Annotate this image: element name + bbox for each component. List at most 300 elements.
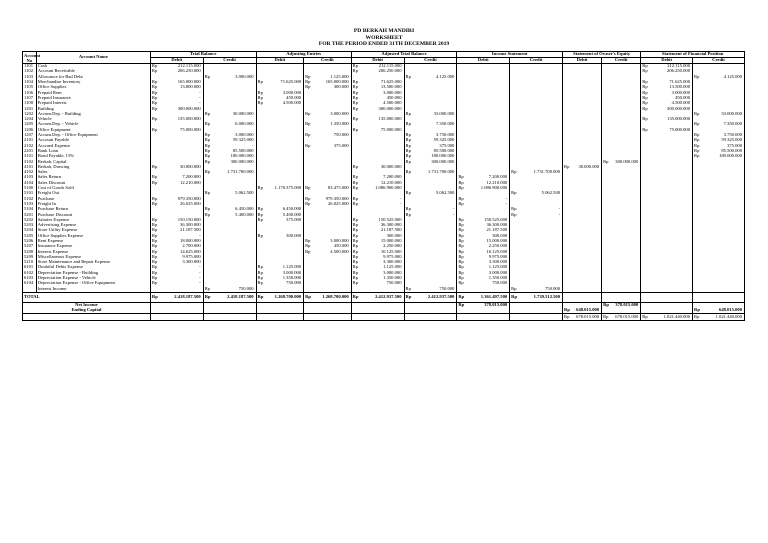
amount-cell: 165.000.000 — [160, 80, 203, 85]
amount-cell: 3.000.000 — [313, 112, 351, 117]
account-number: 6101 — [23, 265, 37, 270]
account-number: 4102 — [23, 170, 37, 175]
account-number: 5203 — [23, 223, 37, 228]
account-name: Sales Discount — [36, 181, 150, 186]
amount-cell: - — [466, 196, 509, 201]
currency-symbol: Rp — [510, 292, 520, 302]
currency-symbol: Rp — [256, 292, 266, 302]
amount-cell: 26.025.000 — [313, 202, 351, 207]
amount-cell: 1.731.700.000 — [414, 170, 457, 175]
account-name: Accum.Dep. - Office Equipment — [36, 133, 150, 138]
amount-cell: - — [361, 202, 404, 207]
currency-symbol: Rp — [510, 170, 520, 175]
currency-symbol: Rp — [150, 276, 160, 281]
amount-cell: 7.350.000 — [702, 122, 744, 127]
credit-header: Credit — [602, 58, 641, 64]
account-number: 5201 — [23, 212, 37, 217]
credit-header: Credit — [693, 58, 745, 64]
account-name: Vehicle — [36, 117, 150, 122]
ending-capital-row-label: Ending Capital — [23, 308, 151, 314]
debit-header: Debit — [351, 58, 404, 64]
currency-symbol: Rp — [457, 223, 467, 228]
document-title: WORKSHEET — [365, 34, 403, 41]
amount-cell — [266, 314, 304, 320]
account-number: 1107 — [23, 96, 37, 101]
currency-symbol: Rp — [304, 85, 314, 90]
amount-cell: 135.000.000 — [361, 117, 404, 122]
account-number: 6102 — [23, 271, 37, 276]
amount-cell: 300.000 — [361, 234, 404, 239]
currency-symbol: Rp — [404, 149, 414, 154]
worksheet-header — [0, 28, 768, 48]
currency-symbol: Rp — [150, 90, 160, 95]
account-name: Freight Out — [36, 191, 150, 196]
account-name: Sales — [36, 170, 150, 175]
currency-symbol: Rp — [641, 64, 651, 70]
currency-symbol: Rp — [351, 69, 361, 74]
amount-cell: 7.200.000 — [466, 175, 509, 180]
currency-symbol: Rp — [150, 218, 160, 223]
account-name: Depreciation Expense - Office Equipment — [36, 281, 150, 286]
credit-header: Credit — [203, 58, 256, 64]
amount-cell: 12.210.000 — [361, 181, 404, 186]
currency-symbol: Rp — [203, 286, 213, 292]
currency-symbol: Rp — [150, 281, 160, 286]
amount-cell: - — [160, 281, 203, 286]
amount-cell: 1.731.700.000 — [519, 170, 562, 175]
currency-symbol: Rp — [203, 154, 213, 159]
currency-symbol: Rp — [693, 314, 703, 320]
account-name: Prepaid Interest — [36, 101, 150, 106]
currency-symbol: Rp — [150, 223, 160, 228]
currency-symbol: Rp — [203, 292, 213, 302]
currency-symbol: Rp — [351, 260, 361, 265]
amount-cell: 2.700.000 — [160, 244, 203, 249]
amount-cell: 30.000.000 — [361, 165, 404, 170]
currency-symbol: Rp — [693, 308, 703, 314]
amount-cell — [572, 292, 602, 302]
currency-symbol: Rp — [304, 75, 314, 80]
currency-symbol: Rp — [150, 271, 160, 276]
amount-cell: 300.000.000 — [213, 159, 256, 164]
amount-cell: 3.000.000 — [213, 75, 256, 80]
currency-symbol: Rp — [641, 96, 651, 101]
account-number: 5206 — [23, 239, 37, 244]
currency-symbol: Rp — [150, 292, 160, 302]
account-number: 6103 — [23, 276, 37, 281]
account-number: 1206 — [23, 128, 37, 133]
group-header-adjusting-entries: Adjusting Entries — [256, 52, 351, 58]
amount-cell: 212.115.000 — [160, 64, 203, 70]
currency-symbol: Rp — [457, 249, 467, 254]
amount-cell: 33.000.000 — [414, 112, 457, 117]
amount-cell: 3.750.000 — [702, 133, 744, 138]
currency-symbol: Rp — [602, 314, 612, 320]
amount-cell: 750.000 — [466, 281, 509, 286]
currency-symbol: Rp — [351, 292, 361, 302]
currency-symbol: Rp — [203, 170, 213, 175]
account-number: 2102 — [23, 143, 37, 148]
currency-symbol: Rp — [256, 265, 266, 270]
amount-cell: 206.250.000 — [650, 69, 692, 74]
currency-symbol: Rp — [351, 175, 361, 180]
amount-cell: 83.475.000 — [313, 186, 351, 191]
amount-cell — [466, 314, 509, 320]
debit-header: Debit — [457, 58, 510, 64]
currency-symbol: Rp — [457, 276, 467, 281]
amount-cell: 75.000.000 — [650, 128, 692, 133]
amount-cell: 3.000.000 — [466, 271, 509, 276]
amount-cell: - — [213, 143, 256, 148]
amount-cell: 165.000.000 — [313, 80, 351, 85]
currency-symbol: Rp — [693, 122, 703, 127]
amount-cell: 59.325.000 — [414, 138, 457, 143]
currency-symbol: Rp — [693, 133, 703, 138]
currency-symbol: Rp — [351, 244, 361, 249]
amount-cell: 300.000.000 — [650, 106, 692, 111]
currency-symbol: Rp — [404, 207, 414, 212]
amount-cell: 135.000.000 — [160, 117, 203, 122]
amount-cell: 300.000 — [466, 234, 509, 239]
account-name: Building — [36, 106, 150, 111]
company-name: PD BERKAH MANDIRI — [353, 28, 415, 34]
debit-header: Debit — [641, 58, 693, 64]
amount-cell: 750.000 — [313, 133, 351, 138]
account-number: 1105 — [23, 85, 37, 90]
amount-cell: 750.000 — [519, 286, 562, 292]
amount-cell: 3.300.000 — [466, 260, 509, 265]
amount-cell: 2.418.187.500 — [160, 292, 203, 302]
amount-cell: 2.412.937.500 — [414, 292, 457, 302]
currency-symbol: Rp — [404, 122, 414, 127]
currency-symbol: Rp — [693, 149, 703, 154]
currency-symbol: Rp — [641, 90, 651, 95]
currency-symbol: Rp — [563, 165, 573, 170]
currency-symbol: Rp — [304, 122, 314, 127]
amount-cell: 13.500.000 — [361, 85, 404, 90]
amount-cell: 1.125.000 — [313, 75, 351, 80]
currency-symbol: Rp — [150, 128, 160, 133]
currency-symbol: Rp — [304, 112, 314, 117]
amount-cell: 300.000.000 — [414, 159, 457, 164]
amount-cell: 375.000 — [313, 143, 351, 148]
account-number: 4101 — [23, 165, 37, 170]
amount-cell: 1.361.497.500 — [466, 292, 509, 302]
amount-cell: - — [160, 271, 203, 276]
currency-symbol: Rp — [203, 122, 213, 127]
currency-symbol: Rp — [351, 186, 361, 191]
amount-cell: 206.250.000 — [160, 69, 203, 74]
currency-symbol: Rp — [457, 281, 467, 286]
amount-cell: 300.000.000 — [611, 159, 641, 164]
amount-cell — [702, 292, 744, 302]
account-name: Insurance Expense — [36, 244, 150, 249]
currency-symbol: Rp — [351, 218, 361, 223]
amount-cell: 4.125.000 — [702, 75, 744, 80]
amount-cell: 6.450.000 — [213, 207, 256, 212]
currency-symbol: Rp — [351, 165, 361, 170]
account-name: Store Utility Expense — [36, 228, 150, 233]
currency-symbol: Rp — [404, 292, 414, 302]
currency-symbol: Rp — [150, 234, 160, 239]
currency-symbol: Rp — [457, 292, 467, 302]
account-number: 1201 — [23, 106, 37, 111]
currency-symbol: Rp — [256, 207, 266, 212]
amount-cell: 4.500.000 — [266, 101, 304, 106]
currency-symbol: Rp — [510, 191, 520, 196]
group-header-adjusted-trial-balance: Adjusted Trial Balance — [351, 52, 457, 58]
currency-symbol: Rp — [457, 181, 467, 186]
amount-cell: 3.300.000 — [361, 260, 404, 265]
currency-symbol — [404, 314, 414, 320]
debit-header: Debit — [563, 58, 602, 64]
currency-symbol: Rp — [404, 112, 414, 117]
currency-symbol: Rp — [256, 80, 266, 85]
amount-cell: 3.000.000 — [266, 90, 304, 95]
amount-cell: 375.000 — [266, 218, 304, 223]
amount-cell: 3.000.000 — [266, 271, 304, 276]
account-number: 5205 — [23, 234, 37, 239]
currency-symbol: Rp — [404, 75, 414, 80]
account-name: Bank Loan — [36, 149, 150, 154]
amount-cell: 1.125.000 — [361, 265, 404, 270]
currency-symbol: Rp — [641, 80, 651, 85]
currency-symbol: Rp — [404, 159, 414, 164]
amount-cell: 9.975.000 — [466, 255, 509, 260]
amount-cell: 1.268.700.000 — [313, 292, 351, 302]
account-name: Accrued Expense — [36, 143, 150, 148]
amount-cell: 1.350.000 — [466, 276, 509, 281]
amount-cell: 5.400.000 — [266, 212, 304, 217]
account-name: Doubtful Debts Expense — [36, 265, 150, 270]
amount-cell: 36.300.000 — [466, 223, 509, 228]
amount-cell: 12.210.000 — [466, 181, 509, 186]
currency-symbol: Rp — [641, 101, 651, 106]
amount-cell — [361, 314, 404, 320]
currency-symbol — [150, 314, 160, 320]
currency-symbol: Rp — [203, 133, 213, 138]
account-name: Bond Payable, 15% — [36, 154, 150, 159]
amount-cell: 1.268.700.000 — [266, 292, 304, 302]
account-number: 4104 — [23, 181, 37, 186]
amount-cell: 375.000 — [414, 143, 457, 148]
currency-symbol: Rp — [150, 260, 160, 265]
account-number: 5102 — [23, 196, 37, 201]
amount-cell: 678.015.000 — [611, 314, 641, 320]
currency-symbol: Rp — [641, 85, 651, 90]
account-number: 3101 — [23, 154, 37, 159]
currency-symbol — [563, 292, 573, 302]
account-name: Allowance for Bad Debt — [36, 75, 150, 80]
account-name: Depreciation Expense - Building — [36, 271, 150, 276]
amount-cell: 10.125.000 — [466, 249, 509, 254]
account-number: 5103 — [23, 202, 37, 207]
amount-cell: 75.000.000 — [160, 128, 203, 133]
account-number: 2201 — [23, 149, 37, 154]
account-name: Office Equipment — [36, 128, 150, 133]
amount-cell: 6.000.000 — [213, 122, 256, 127]
amount-cell: 206.250.000 — [361, 69, 404, 74]
amount-cell: 30.000.000 — [213, 112, 256, 117]
currency-symbol — [602, 292, 612, 302]
account-name: Miscellaneous Expense — [36, 255, 150, 260]
balance-row — [23, 314, 745, 320]
group-header-income-statement: Income Statement — [457, 52, 563, 58]
amount-cell: 3.300.000 — [160, 260, 203, 265]
currency-symbol — [304, 314, 314, 320]
currency-symbol: Rp — [203, 112, 213, 117]
period-title: FOR THE PERIOD ENDED 31TH DECEMBER 2019 — [318, 41, 450, 48]
currency-symbol: Rp — [457, 271, 467, 276]
currency-symbol: Rp — [150, 202, 160, 207]
amount-cell — [650, 292, 692, 302]
currency-symbol: Rp — [457, 234, 467, 239]
amount-cell: 71.625.000 — [650, 80, 692, 85]
account-number: 5204 — [23, 228, 37, 233]
currency-symbol: Rp — [150, 117, 160, 122]
currency-symbol: Rp — [351, 80, 361, 85]
currency-symbol: Rp — [404, 133, 414, 138]
group-header-trial-balance: Trial Balance — [150, 52, 256, 58]
amount-cell: 300.000.000 — [160, 106, 203, 111]
currency-symbol: Rp — [457, 265, 467, 270]
currency-symbol — [457, 314, 467, 320]
amount-cell: 59.325.000 — [213, 138, 256, 143]
amount-cell: 21.187.500 — [160, 228, 203, 233]
currency-symbol — [203, 314, 213, 320]
amount-cell: 59.325.000 — [702, 138, 744, 143]
amount-cell: 150.150.000 — [160, 218, 203, 223]
account-name: Salaries Expense — [36, 218, 150, 223]
amount-cell: 12.210.000 — [160, 181, 203, 186]
account-number: 1205 — [23, 122, 37, 127]
currency-symbol: Rp — [256, 276, 266, 281]
account-name: Prepaid Insurance — [36, 96, 150, 101]
amount-cell: 180.000.000 — [414, 154, 457, 159]
amount-cell: - — [466, 202, 509, 207]
amount-cell: 2.418.187.500 — [213, 292, 256, 302]
currency-symbol: Rp — [150, 265, 160, 270]
amount-cell: 13.800.000 — [160, 85, 203, 90]
currency-symbol: Rp — [404, 191, 414, 196]
account-number: 5207 — [23, 244, 37, 249]
group-header-owners-equity: Statement of Owner's Equity — [563, 52, 641, 58]
currency-symbol: Rp — [351, 239, 361, 244]
currency-symbol — [510, 314, 520, 320]
currency-symbol: Rp — [351, 196, 361, 201]
account-name: Advertising Expense — [36, 223, 150, 228]
currency-symbol: Rp — [150, 196, 160, 201]
amount-cell: - — [160, 276, 203, 281]
total-row-label: TOTAL — [23, 292, 151, 302]
account-number: 5210 — [23, 260, 37, 265]
currency-symbol: Rp — [304, 133, 314, 138]
amount-cell: 1.739.512.500 — [519, 292, 562, 302]
account-name: Sales Return — [36, 175, 150, 180]
account-name: Office Supplies Expense — [36, 234, 150, 239]
amount-cell: - — [361, 196, 404, 201]
currency-symbol: Rp — [351, 228, 361, 233]
amount-cell: 450.000 — [650, 96, 692, 101]
currency-symbol: Rp — [150, 96, 160, 101]
currency-symbol: Rp — [351, 96, 361, 101]
currency-symbol: Rp — [256, 218, 266, 223]
currency-symbol: Rp — [457, 239, 467, 244]
amount-cell: 180.000.000 — [702, 154, 744, 159]
amount-cell: 3.000.000 — [650, 90, 692, 95]
amount-cell: 71.625.000 — [361, 80, 404, 85]
account-number: 5208 — [23, 249, 37, 254]
currency-symbol: Rp — [351, 90, 361, 95]
currency-symbol: Rp — [563, 308, 573, 314]
amount-cell: 300.000 — [313, 85, 351, 90]
amount-cell: 3.000.000 — [361, 271, 404, 276]
currency-symbol: Rp — [457, 260, 467, 265]
account-number: 2101 — [23, 138, 37, 143]
amount-cell: 150.525.000 — [361, 218, 404, 223]
amount-cell: 378.015.000 — [466, 302, 509, 308]
currency-symbol: Rp — [457, 244, 467, 249]
currency-symbol: Rp — [641, 128, 651, 133]
currency-symbol: Rp — [457, 255, 467, 260]
amount-cell: 1.021.440.000 — [702, 314, 744, 320]
amount-cell: 1.125.000 — [266, 265, 304, 270]
currency-symbol: Rp — [457, 228, 467, 233]
amount-cell: - — [160, 96, 203, 101]
balance-row-label — [23, 314, 151, 320]
currency-symbol: Rp — [351, 265, 361, 270]
currency-symbol: Rp — [641, 314, 651, 320]
debit-header: Debit — [150, 58, 203, 64]
amount-cell: 85.500.000 — [213, 149, 256, 154]
account-name: Purchase Discount — [36, 212, 150, 217]
amount-cell: 450.000 — [266, 96, 304, 101]
amount-cell: 2.250.000 — [466, 244, 509, 249]
account-number: 1106 — [23, 90, 37, 95]
currency-symbol: Rp — [404, 170, 414, 175]
amount-cell: 4.125.000 — [414, 75, 457, 80]
currency-symbol: Rp — [693, 154, 703, 159]
amount-cell: 85.500.000 — [414, 149, 457, 154]
account-name: Account Payable — [36, 138, 150, 143]
credit-header: Credit — [404, 58, 457, 64]
account-name: Purchase — [36, 196, 150, 201]
currency-symbol: Rp — [150, 175, 160, 180]
amount-cell: 85.500.000 — [702, 149, 744, 154]
currency-symbol: Rp — [150, 181, 160, 186]
amount-cell: 18.000.000 — [160, 239, 203, 244]
account-name: Account Receivable — [36, 69, 150, 74]
amount-cell: 300.000.000 — [361, 106, 404, 111]
currency-symbol: Rp — [510, 212, 520, 217]
amount-cell: 5.062.500 — [519, 191, 562, 196]
currency-symbol: Rp — [256, 186, 266, 191]
amount-cell: 2.412.937.500 — [361, 292, 404, 302]
worksheet-table — [22, 51, 745, 321]
total-row — [23, 292, 745, 302]
account-number: 3102 — [23, 159, 37, 164]
currency-symbol: Rp — [150, 106, 160, 111]
credit-header: Credit — [304, 58, 352, 64]
currency-symbol: Rp — [150, 69, 160, 74]
currency-symbol: Rp — [150, 244, 160, 249]
amount-cell: 180.000.000 — [213, 154, 256, 159]
amount-cell: 648.015.000 — [572, 308, 602, 314]
amount-cell: 1.021.440.000 — [650, 314, 692, 320]
account-name: Merchandise Inventory — [36, 80, 150, 85]
currency-symbol: Rp — [304, 202, 314, 207]
currency-symbol: Rp — [256, 271, 266, 276]
